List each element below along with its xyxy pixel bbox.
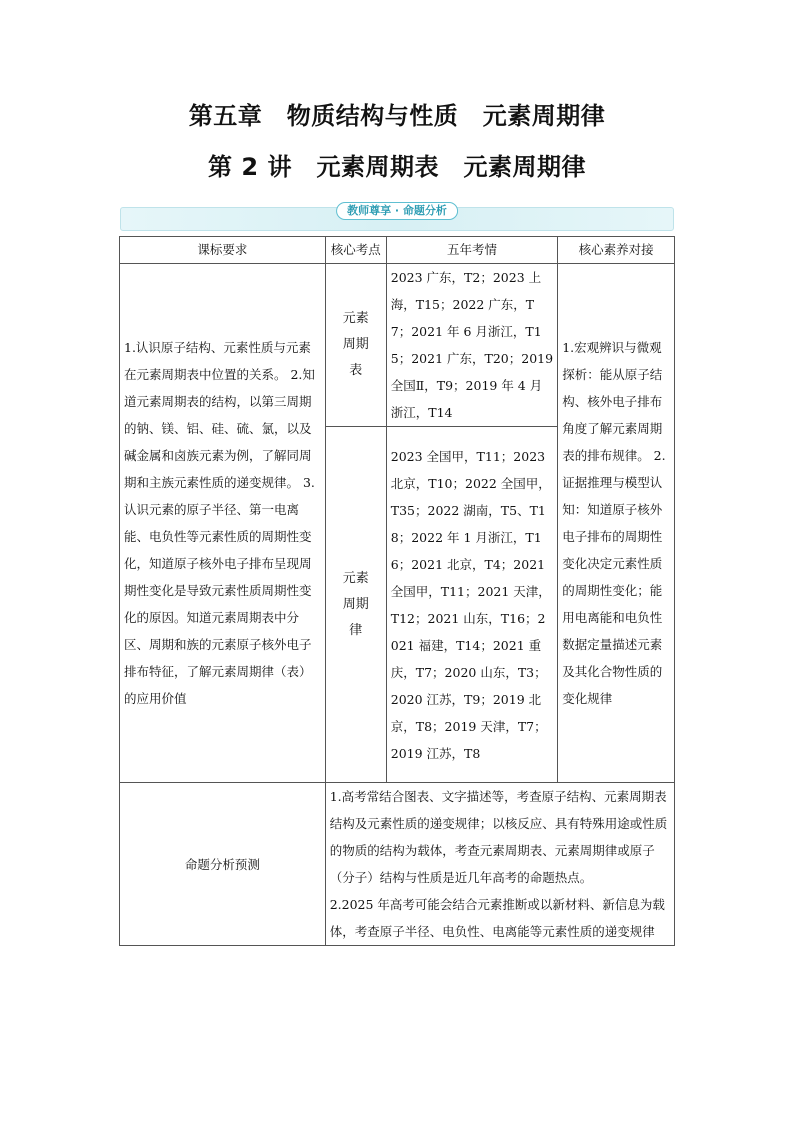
teacher-banner	[120, 204, 674, 231]
exam-history: 2023 全国甲，T11；2023 北京，T10；2022 全国甲，T35；2022 湖南，T5、T18；2022 年 1 月浙江，T16；2021 北京，T4；2021 全国甲，T11；2021 天津，T12；2021 山东，T16；2021 福建，T14；2021 重庆，T7；2020 山东，T3；2020 江苏，T9；2019 北京，T8；2019 天津，T7；2019 江苏，T8	[386, 427, 557, 783]
header-literacy: 核心素养对接	[558, 237, 675, 264]
prediction-content	[325, 783, 674, 946]
prediction-row	[120, 783, 675, 946]
lesson-title: 第 2 讲 元素周期表 元素周期律	[208, 153, 586, 181]
chapter-title: 第五章 物质结构与性质 元素周期律	[188, 102, 606, 130]
topic-name: 元素周期律	[325, 427, 386, 783]
header-row	[120, 237, 675, 264]
core-literacy: 1.宏观辨识与微观探析：能从原子结构、核外电子排布角度了解元素周期表的排布规律。 2.证据推理与模型认知：知道原子核外电子排布的周期性变化决定元素性质的周期性变化；能用电离能和电负性数据定量描述元素及其化合物性质的变化规律	[558, 264, 675, 783]
exam-history: 2023 广东，T2；2023 上海，T15；2022 广东，T7；2021 年 6 月浙江，T15；2021 广东，T20；2019 全国Ⅱ，T9；2019 年 4 月浙江，T14	[386, 264, 557, 427]
analysis-table	[119, 236, 675, 946]
table-row	[120, 264, 675, 427]
curriculum-requirements: 1.认识原子结构、元素性质与元素在元素周期表中位置的关系。 2.知道元素周期表的结构，以第三周期的钠、镁、铝、硅、硫、氯，以及碱金属和卤族元素为例，了解同周期和主族元素性质的递变规律。 3.认识元素的原子半径、第一电离能、电负性等元素性质的周期性变化，知道原子核外电子排布呈现周期性变化是导致元素性质周期性变化的原因。知道元素周期表中分区、周期和族的元素原子核外电子排布特征，了解元素周期律（表）的应用价值	[120, 264, 326, 783]
prediction-label: 命题分析预测	[120, 783, 326, 946]
header-topic: 核心考点	[325, 237, 386, 264]
prediction-item: 1.高考常结合图表、文字描述等，考查原子结构、元素周期表结构及元素性质的递变规律；以核反应、具有特殊用途或性质的物质的结构为载体，考查元素周期表、元素周期律或原子（分子）结构与性质是近几年高考的命题热点。	[329, 789, 668, 885]
banner-label: 教师尊享 · 命题分析	[336, 202, 458, 220]
prediction-item: 2.2025 年高考可能会结合元素推断或以新材料、新信息为载体，考查原子半径、电负性、电离能等元素性质的递变规律	[329, 897, 665, 939]
header-curriculum: 课标要求	[120, 237, 326, 264]
header-exam-history: 五年考情	[386, 237, 557, 264]
topic-name: 元素周期表	[325, 264, 386, 427]
